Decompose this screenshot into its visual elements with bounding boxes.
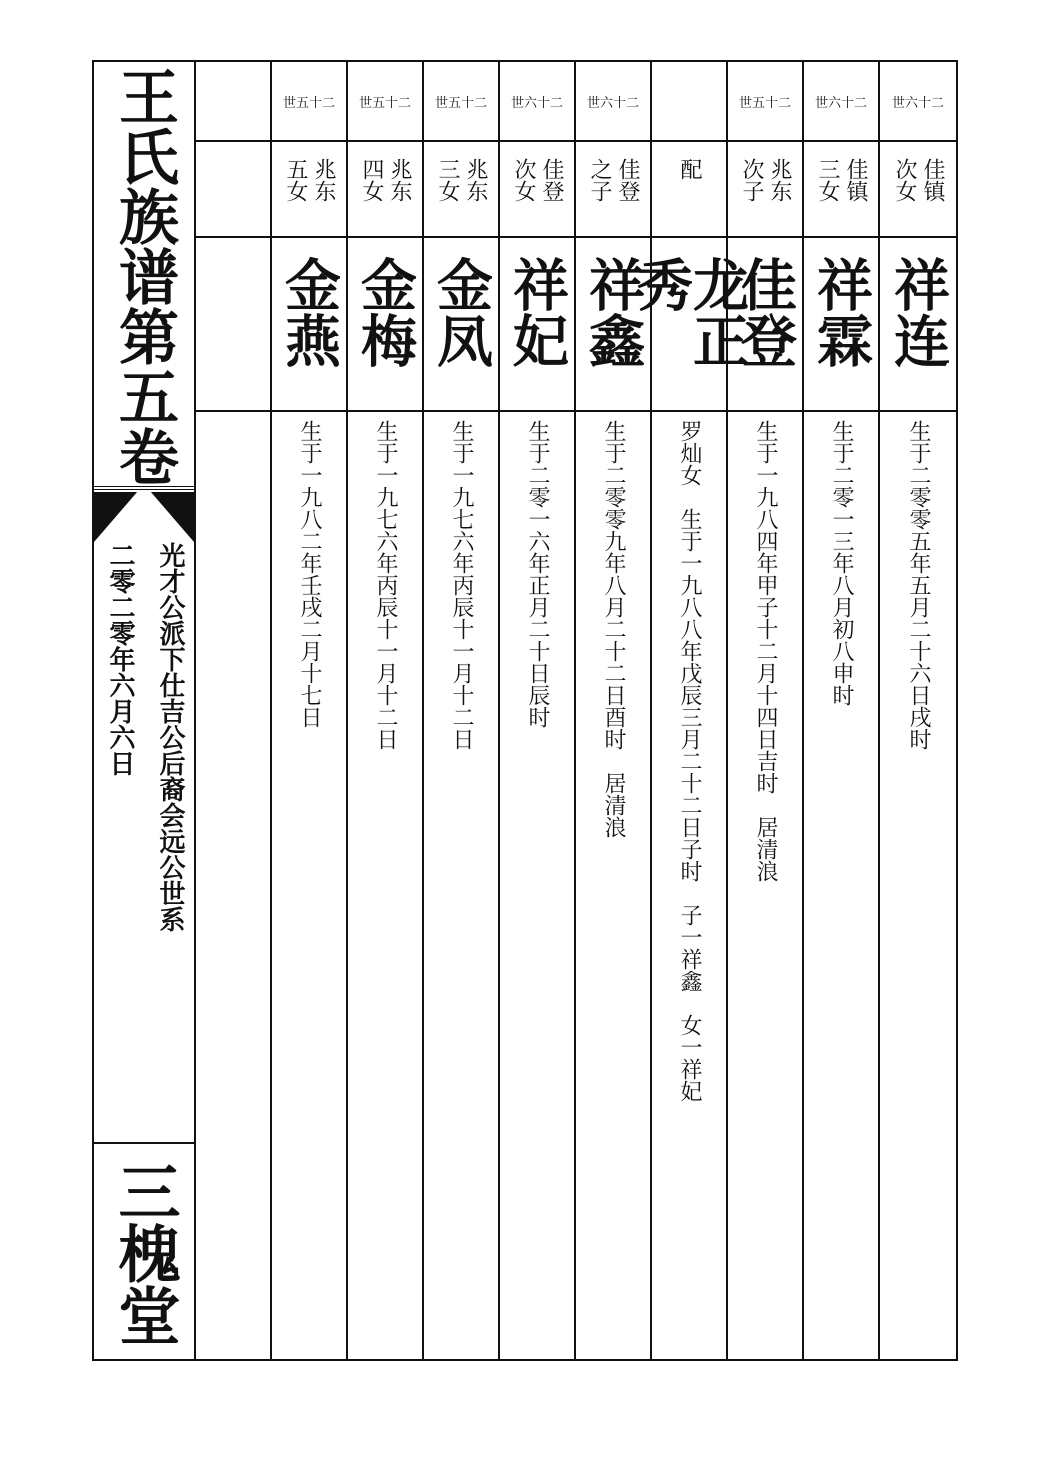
hall-divider — [94, 1142, 194, 1144]
name-cell — [804, 236, 878, 412]
lineage-text: 光才公派下仕吉公后裔会远公世系 — [155, 542, 185, 932]
generation-cell: 世六十二 — [814, 95, 867, 111]
note-text: 生于一九七六年丙辰十一月十二日 — [373, 420, 398, 750]
note-text: 生于二零一六年正月二十日辰时 — [525, 420, 550, 728]
genealogy-table — [196, 62, 956, 1359]
relation-text: 兆东次子 — [739, 158, 792, 202]
generation-cell: 世五十二 — [738, 95, 791, 111]
name-cell — [628, 236, 750, 412]
name-cell — [500, 236, 574, 412]
lineage-subtitle — [150, 542, 190, 1102]
name-text: 祥鑫 — [580, 256, 646, 368]
relation-text: 佳登次女 — [511, 158, 564, 202]
note-text: 生于二零零九年八月二十二日酉时 居清浪 — [601, 420, 626, 838]
genealogy-page-frame — [92, 60, 958, 1361]
note-text: 生于一九八四年甲子十二月十四日吉时 居清浪 — [753, 420, 778, 882]
table-column — [272, 62, 348, 1359]
relation-text: 兆东四女 — [359, 158, 412, 202]
note-text: 生于一九八二年壬戌二月十七日 — [297, 420, 322, 728]
note-cell — [196, 412, 270, 1357]
hall-name-text: 三槐堂 — [108, 1160, 181, 1346]
relation-text: 佳登之子 — [587, 158, 640, 202]
relation-text: 兆东三女 — [435, 158, 488, 202]
title-column — [94, 62, 196, 1359]
compile-date — [100, 542, 140, 902]
table-column — [348, 62, 424, 1359]
relation-cell — [500, 140, 574, 236]
relation-text: 佳镇三女 — [815, 158, 868, 202]
relation-text: 佳镇次女 — [892, 158, 945, 202]
table-column — [804, 62, 880, 1359]
note-text: 生于一九七六年丙辰十一月十二日 — [449, 420, 474, 750]
note-cell — [652, 412, 726, 1357]
generation-cell: 世六十二 — [510, 95, 563, 111]
note-text: 罗灿女 生于一九八八年戊辰三月二十二日子时 子一祥鑫 女一祥妃 — [677, 420, 702, 1102]
book-title — [94, 62, 194, 488]
book-title-text: 王氏族谱第五卷 — [109, 66, 179, 486]
name-text: 祥霖 — [808, 256, 874, 368]
generation-cell — [652, 62, 726, 140]
name-text: 金燕 — [276, 256, 342, 368]
name-cell — [348, 236, 422, 412]
generation-cell: 世五十二 — [358, 95, 411, 111]
relation-text: 配 — [677, 158, 702, 180]
table-column — [628, 62, 750, 1359]
name-text: 祥妃 — [504, 256, 570, 368]
name-cell — [424, 236, 498, 412]
note-cell — [804, 412, 878, 1357]
note-cell — [424, 412, 498, 1357]
hall-name — [94, 1146, 194, 1360]
note-cell — [348, 412, 422, 1357]
name-text: 龙正秀 — [628, 256, 750, 368]
relation-text: 兆东五女 — [283, 158, 336, 202]
name-text: 金梅 — [352, 256, 418, 368]
relation-cell — [652, 140, 726, 236]
note-text: 生于二零零五年五月二十六日戌时 — [906, 420, 931, 750]
name-cell — [196, 236, 270, 412]
generation-cell: 世五十二 — [282, 95, 335, 111]
table-column — [424, 62, 500, 1359]
name-text: 祥连 — [885, 256, 951, 368]
table-column — [880, 62, 956, 1359]
note-cell — [728, 412, 802, 1357]
generation-cell: 世五十二 — [434, 95, 487, 111]
relation-cell — [804, 140, 878, 236]
table-column — [196, 62, 272, 1359]
table-column — [500, 62, 576, 1359]
relation-cell — [576, 140, 650, 236]
note-cell — [880, 412, 956, 1357]
table-column — [728, 62, 804, 1359]
relation-cell — [880, 140, 956, 236]
name-cell — [880, 236, 956, 412]
name-cell — [272, 236, 346, 412]
relation-cell — [424, 140, 498, 236]
note-cell — [272, 412, 346, 1357]
relation-cell — [196, 140, 270, 236]
note-cell — [500, 412, 574, 1357]
name-text: 佳登 — [732, 256, 798, 368]
note-text: 生于二零一三年八月初八申时 — [829, 420, 854, 706]
generation-cell: 世六十二 — [586, 95, 639, 111]
generation-cell — [196, 62, 270, 140]
name-text: 金凤 — [428, 256, 494, 368]
relation-cell — [728, 140, 802, 236]
relation-cell — [272, 140, 346, 236]
note-cell — [576, 412, 650, 1357]
generation-cell: 世六十二 — [891, 95, 944, 111]
title-divider — [94, 486, 194, 490]
compile-date-text: 二零二零年六月六日 — [105, 542, 135, 776]
relation-cell — [348, 140, 422, 236]
name-cell — [728, 236, 802, 412]
